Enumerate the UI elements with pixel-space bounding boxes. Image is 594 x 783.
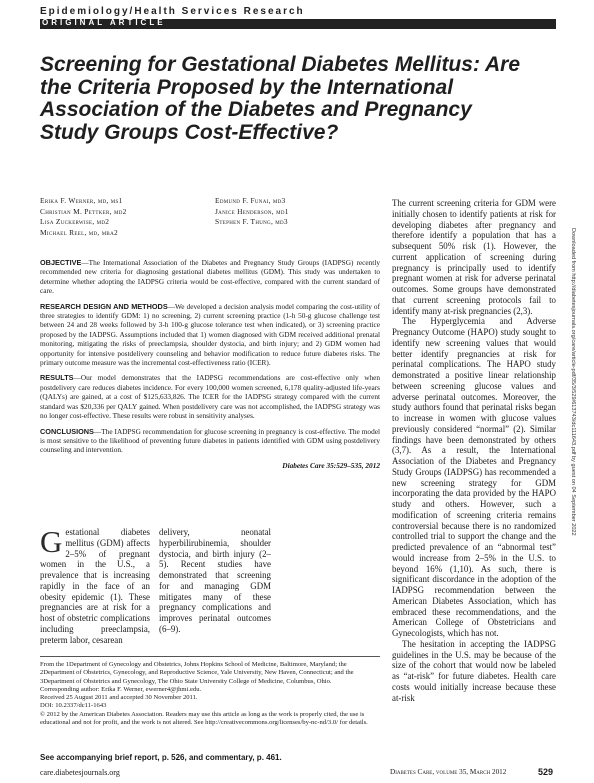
author-name: Erika F. Werner, md, ms1 (40, 196, 123, 205)
download-watermark: Downloaded from http://diabetesjournals.org/care/article-pdf/35/3/529/613743/dc111643.pdf by guest on 04 September 2022 (570, 228, 576, 536)
body-paragraph: The Hyperglycemia and Adverse Pregnancy Outcome (HAPO) study sought to identify new screening values that would better identify pregnancies at risk for perinatal complications. The HAPO study demonstrated a positive linear relationship between screening glucose values and adverse perinatal outcomes. Moreover, the study authors found that perinatal risks began to increase in women with glucose values previously considered “normal” (2). Similar findings have been demonstrated by others (3,7). As a result, the International Association of the Diabetes and Pregnancy Study Groups (IADPSG) has recommended a new screening strategy for GDM incorporating the data provided by the HAPO study and others. However, such a modification of screening criteria remains controversial because there is no randomized controlled trial to support the change and the predicted prevalence of an “abnormal test” would increase from 2–5% in the U.S. to beyond 16% (1,10). As such, there is significant discordance in the adoption of the IADPSG recommendation between the American Diabetes Association, which has embraced these recommendations, and the American College of Obstetricians and Gynecologists, which has not. (392, 316, 556, 638)
results-text: —Our model demonstrates that the IADPSG recommendations are cost-effective only when postdelivery care reduces diabetes incidence. For every 100,000 women screened, 6,178 quality-adjusted life-years (QALYs) are gained, at a cost of $125,633,826. The ICER for the IADPSG strategy compared with the current standard was $20,336 per QALY gained. When postdelivery care was not accomplished, the IADPSG strategy was no longer cost-effective. These results were robust in sensitivity analyses. (40, 373, 380, 421)
methods-label: RESEARCH DESIGN AND METHODS (40, 301, 168, 311)
author-list-left (40, 196, 127, 238)
body-paragraph: The hesitation in accepting the IADPSG guidelines in the U.S. may be because of the size of the cohort that would now be labeled as “at-risk” for future diabetes. Health care costs would initially increase because these at-risk (392, 638, 556, 703)
author-name: Janice Henderson, md1 (215, 206, 289, 216)
body-column-1 (40, 524, 150, 645)
body-text: estational diabetes mellitus (GDM) affects 2–5% of pregnant women in the U.S., a prevalence that is increasing rapidly in the face of an obesity epidemic (1). These pregnancies are at risk for a host of obstetric complications including preeclampsia, preterm labor, cesarean (40, 527, 150, 645)
journal-citation: Diabetes Care 35:529–535, 2012 (282, 460, 380, 470)
footnotes (40, 661, 380, 727)
body-text: delivery, neonatal hyperbilirubinemia, shoulder dystocia, and birth injury (2–5). Recent studies have demonstrated that screening for and managing GDM mitigates many of these pregnancy complications and improves perinatal outcomes (6–9). (159, 527, 271, 634)
body-paragraph: The current screening criteria for GDM were initially chosen to identify patients at risk for developing diabetes after pregnancy and therefore identify a population that has a subsequent 50% risk (1). However, the current application of screening during pregnancy is principally used to identify pregnant women at risk for adverse perinatal outcomes. Some groups have demonstrated that current screening protocols fail to identify many at-risk pregnancies (2,3). (392, 198, 556, 316)
author-name: Michael Reel, md, mba2 (40, 227, 118, 237)
author-name: Christian M. Pettker, md2 (40, 206, 127, 216)
author-name: Lisa Zuckerwise, md2 (40, 217, 110, 226)
author-name: Stephen F. Thung, md3 (215, 217, 288, 226)
author-list-right (215, 196, 289, 228)
see-also-note: See accompanying brief report, p. 526, and commentary, p. 461. (40, 753, 282, 762)
footnote-divider (40, 656, 380, 657)
results-label: RESULTS (40, 373, 74, 383)
body-column-2 (159, 527, 271, 635)
copyright: © 2012 by the American Diabetes Association. Readers may use this article as long as the work is properly cited, the use is educational and not for profit, and the work is not altered. See http://creativecommons.org/licenses/by-nc-nd/3.0/ for details. (40, 710, 368, 727)
conclusions-label: CONCLUSIONS (40, 426, 94, 436)
received-date: Received 25 August 2011 and accepted 30 November 2011. (40, 694, 198, 702)
methods-text: —We developed a decision analysis model comparing the cost-utility of three strategies to identify GDM: 1) no screening, 2) current screening practice (1-h 50-g glucose challenge test between 24 and 28 weeks followed by 3-h 100-g glucose tolerance test when indicated), or 3) screening practice proposed by the IADPSG. Assumptions included that 1) women diagnosed with GDM received additional prenatal monitoring, mitigating the risks of preeclampsia, shoulder dystocia, and birth injury; and 2) GDM women had opportunity for intensive postdelivery counseling and behavior modification to reduce future diabetes risks. The primary outcome measure was the incremental cost-effectiveness ratio (ICER). (40, 301, 381, 368)
article-type-label: ORIGINAL ARTICLE (42, 18, 166, 27)
objective-text: —The International Association of the Diabetes and Pregnancy Study Groups (IADPSG) recently recommended new criteria for diagnosing gestational diabetes mellitus (GDM). This study was undertaken to determine whether adopting the IADPSG criteria would be cost-effective, compared with the current standard of care. (40, 258, 380, 296)
body-column-3 (392, 198, 556, 703)
page-number: 529 (538, 767, 554, 777)
abstract-conclusions (40, 427, 380, 455)
drop-cap: G (40, 524, 63, 559)
affiliations: From the 1Department of Gynecology and Obstetrics, Johns Hopkins School of Medicine, Baltimore, Maryland; the 2Department of Obstetrics, Gynecology, and Reproductive Science, Yale University, New Haven, Connecticut; and the 3Department of Obstetrics and Gynecology, The Ohio State University College of Medicine, Columbus, Ohio. (40, 661, 354, 685)
footer-url[interactable]: care.diabetesjournals.org (40, 768, 120, 777)
author-name: Edmund F. Funai, md3 (215, 196, 286, 205)
abstract-methods (40, 302, 380, 368)
abstract-results (40, 373, 380, 420)
article-type-banner (40, 19, 556, 29)
journal-section-label: Epidemiology/Health Services Research (40, 6, 305, 17)
article-title: Screening for Gestational Diabetes Mellitus: Are the Criteria Proposed by the International Association of the Diabetes and Pregnancy Study Groups Cost-Effective? (40, 53, 521, 144)
footer-journal: Diabetes Care, volume 35, March 2012 (390, 768, 507, 776)
corresponding-author: Corresponding author: Erika F. Werner, ewerner4@jhmi.edu. (40, 685, 202, 693)
objective-label: OBJECTIVE (40, 258, 82, 267)
abstract-objective (40, 258, 380, 296)
abstract (40, 258, 380, 470)
conclusions-text: —The IADPSG recommendation for glucose screening in pregnancy is cost-effective. The model is most sensitive to the likelihood of preventing future diabetes in patients identified with GDM using postdelivery counseling and intervention. (40, 426, 380, 455)
doi: DOI: 10.2337/dc11-1643 (40, 702, 107, 710)
